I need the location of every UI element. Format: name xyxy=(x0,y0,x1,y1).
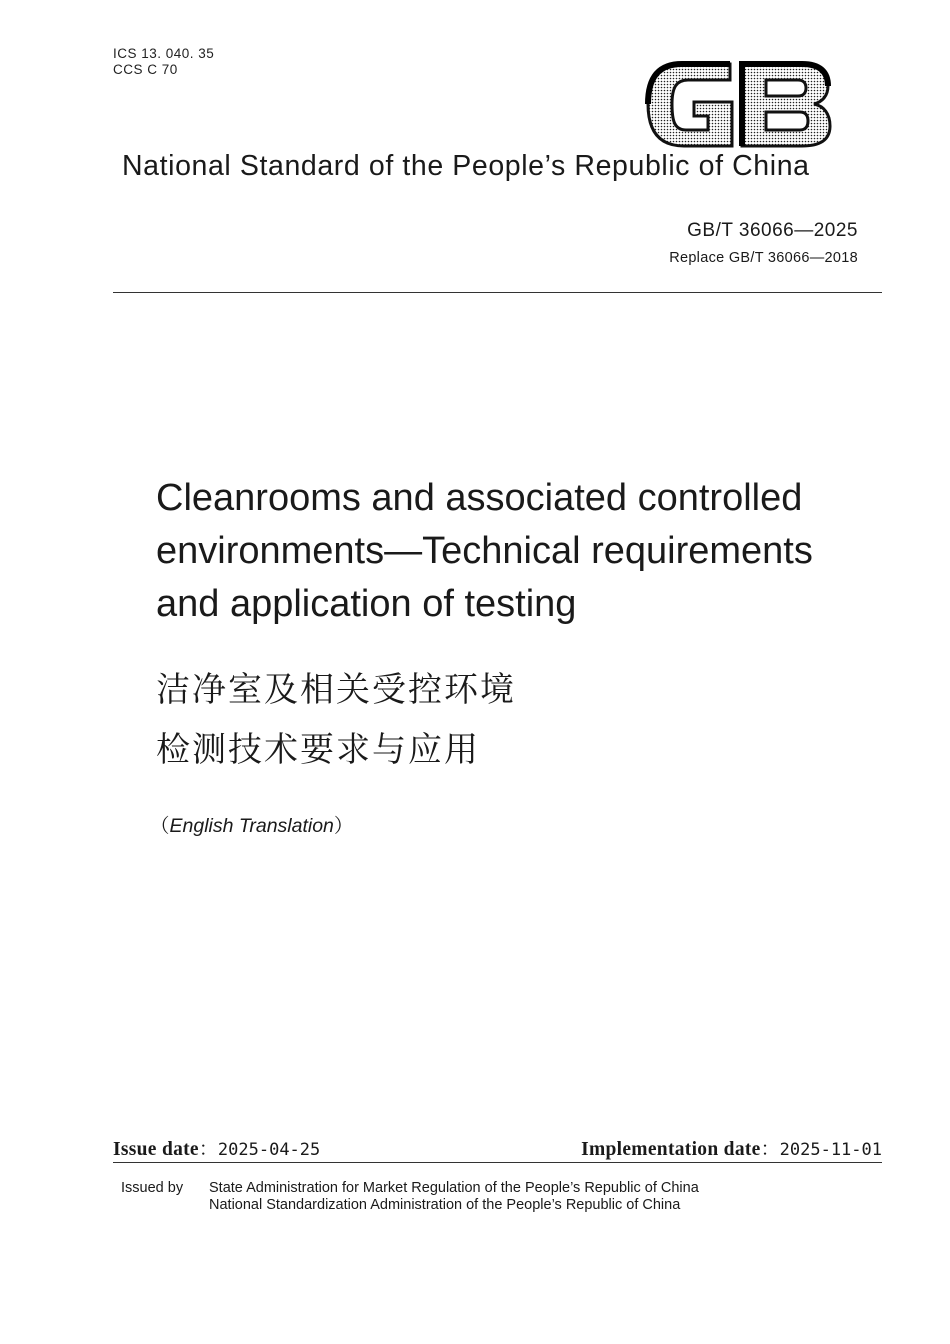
paren-open: （ xyxy=(150,815,170,837)
issuing-bodies xyxy=(209,1180,699,1214)
replaces-standard: Replace GB/T 36066—2018 xyxy=(669,250,858,266)
issuer-line: National Standardization Administration of the People’s Republic of China xyxy=(209,1197,681,1213)
issue-date-value: 2025-04-25 xyxy=(217,1140,321,1160)
implementation-date-sep: ： xyxy=(760,1139,780,1160)
chinese-title xyxy=(156,660,516,780)
issue-date-sep: ： xyxy=(198,1139,218,1160)
classification-codes xyxy=(113,46,214,78)
translation-note xyxy=(150,810,353,838)
english-title-line: and application of testing xyxy=(156,583,577,625)
issuer-line: State Administration for Market Regulation of the People’s Republic of China xyxy=(209,1180,699,1196)
translation-label: English Translation xyxy=(169,815,334,837)
issue-date xyxy=(113,1134,320,1161)
english-title xyxy=(156,472,813,631)
bottom-divider xyxy=(113,1162,882,1163)
chinese-title-line: 检测技术要求与应用 xyxy=(156,730,480,770)
english-title-line: Cleanrooms and associated controlled xyxy=(156,477,803,519)
issued-by-label: Issued by xyxy=(121,1180,184,1196)
chinese-title-line: 洁净室及相关受控环境 xyxy=(156,670,516,710)
ccs-code: CCS C 70 xyxy=(113,62,178,77)
implementation-date-label: Implementation date xyxy=(581,1139,761,1160)
implementation-date xyxy=(581,1134,882,1161)
implementation-date-value: 2025-11-01 xyxy=(779,1140,882,1160)
dates-row xyxy=(113,1134,882,1162)
paren-close: ） xyxy=(333,815,354,837)
national-standard-title: National Standard of the People’s Republic of China xyxy=(122,150,810,182)
top-divider xyxy=(113,292,882,293)
ics-code: ICS 13. 040. 35 xyxy=(113,46,215,61)
standard-number: GB/T 36066—2025 xyxy=(687,220,858,241)
gb-logo xyxy=(642,56,834,154)
english-title-line: environments—Technical requirements xyxy=(156,530,813,572)
issue-date-label: Issue date xyxy=(113,1139,199,1160)
